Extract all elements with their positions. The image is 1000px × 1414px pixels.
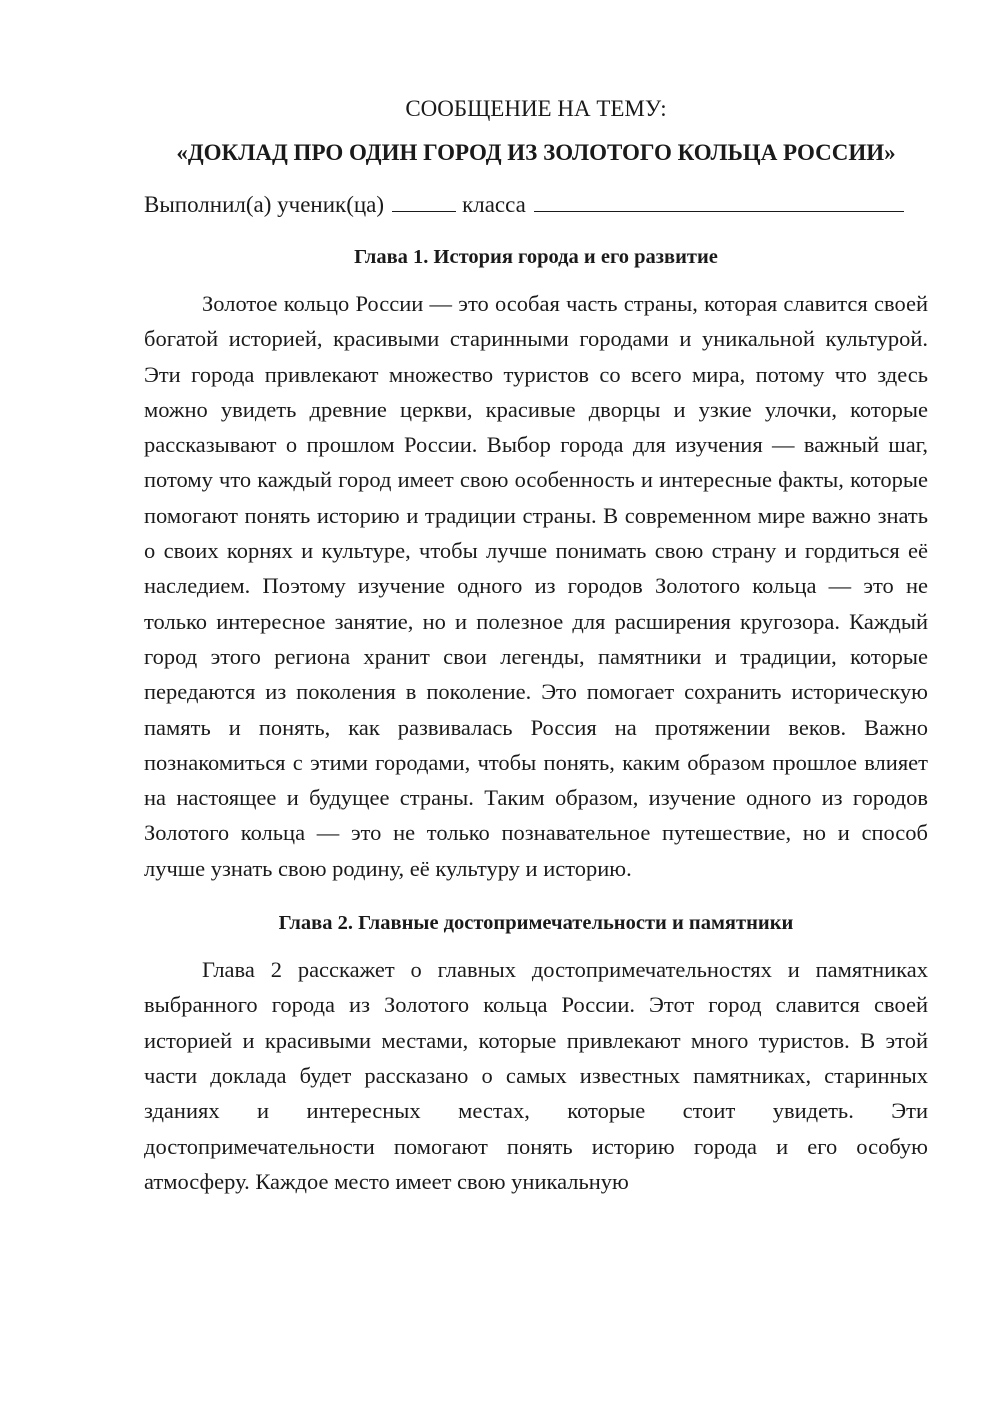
document-header-line1: СООБЩЕНИЕ НА ТЕМУ: <box>405 96 667 121</box>
grade-blank <box>392 193 456 212</box>
document-page <box>144 92 928 1199</box>
chapter-1-paragraph: Золотое кольцо России — это особая часть страны, которая славится своей богатой историей, красивыми старинными городами и уникальной культурой. Эти города привлекают множество туристов со всего мира, потому что здесь можно увидеть древние церкви, красивые дворцы и узкие улочки, которые рассказывают о прошлом России. Выбор города для изучения — важный шаг, потому что каждый город имеет свою особенность и интересные факты, которые помогают понять историю и традиции страны. В современном мире важно знать о своих корнях и культуре, чтобы лучше понимать свою страну и гордиться её наследием. Поэтому изучение одного из городов Золотого кольца — это не только интересное занятие, но и полезное для расширения кругозора. Каждый город этого региона хранит свои легенды, памятники и традиции, которые передаются из поколения в поколение. Это помогает сохранить историческую память и понять, как развивалась Россия на протяжении веков. Важно познакомиться с этими городами, чтобы понять, каким образом прошлое влияет на настоящее и будущее страны. Таким образом, изучение одного из городов Золотого кольца — это не только познавательное путешествие, но и способ лучше узнать свою родину, её культуру и историю. <box>144 291 928 881</box>
name-blank <box>534 193 904 212</box>
author-label: Выполнил(а) ученик(ца) <box>144 192 385 217</box>
class-label: класса <box>462 192 526 217</box>
document-title: «ДОКЛАД ПРО ОДИН ГОРОД ИЗ ЗОЛОТОГО КОЛЬЦА РОССИИ» <box>176 140 896 165</box>
chapter-1-title: Глава 1. История города и его развитие <box>354 246 718 268</box>
chapter-2-title: Глава 2. Главные достопримечательности и памятники <box>278 912 794 935</box>
author-line <box>144 188 928 222</box>
chapter-2-paragraph: Глава 2 расскажет о главных достопримечательностях и памятниках выбранного города из Золотого кольца России. Этот город славится своей историей и красивыми местами, которые привлекают много туристов. В этой части доклада будет рассказано о самых известных памятниках, старинных зданиях и интересных местах, которые стоит увидеть. Эти достопримечательности помогают понять историю города и его особую атмосферу. Каждое место имеет свою уникальную <box>144 957 928 1194</box>
